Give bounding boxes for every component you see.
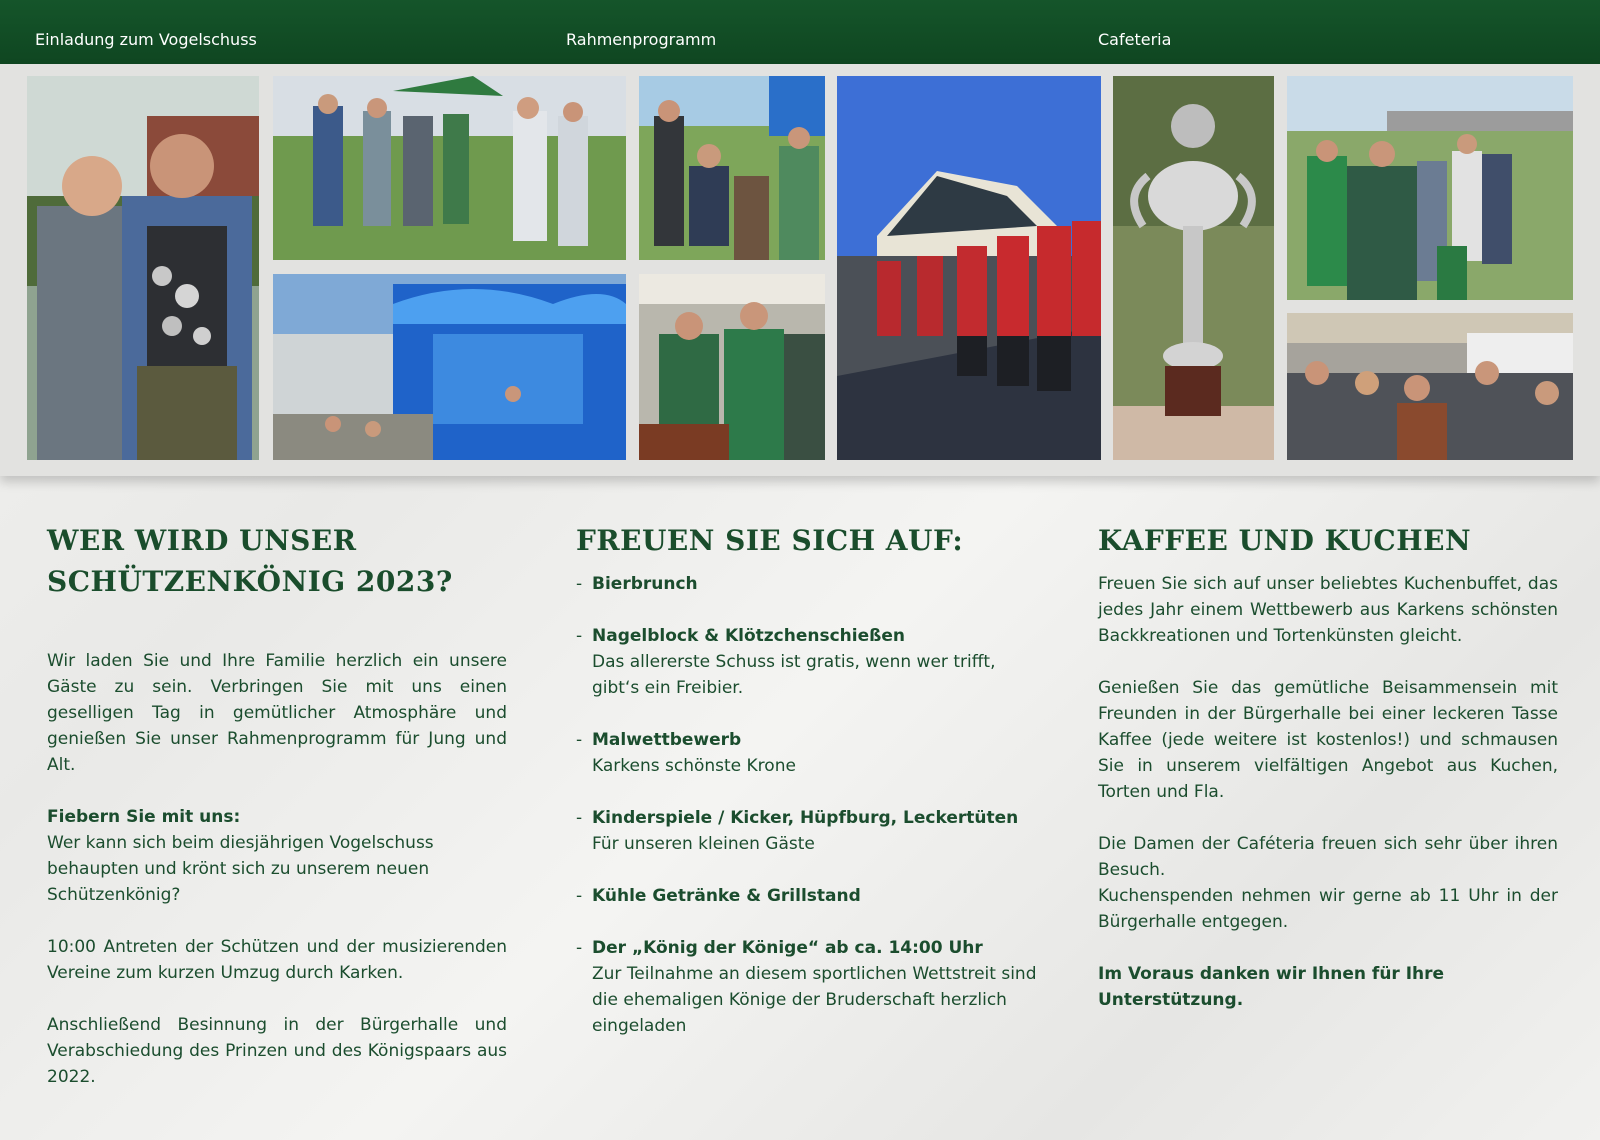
invitation-paragraph-2-text: Wer kann sich beim diesjährigen Vogelschuss behaupten und krönt sich zu unserem neuen Schützenkönig?: [47, 833, 434, 905]
photo-king-with-medals: [27, 76, 259, 460]
cafeteria-thanks-text: Im Voraus danken wir Ihnen für Ihre Unterstützung.: [1098, 964, 1445, 1010]
cafeteria-heading: KAFFEE UND KUCHEN: [1098, 524, 1472, 557]
program-item-title: Bierbrunch: [592, 574, 698, 594]
invitation-heading: [47, 520, 507, 602]
program-list: [576, 571, 1046, 1039]
invitation-paragraph-2-title: Fiebern Sie mit uns:: [47, 807, 241, 827]
program-item-desc: Karkens schönste Krone: [592, 756, 796, 776]
program-item: [576, 727, 1046, 779]
program-item-title: Malwettbewerb: [592, 730, 742, 750]
header-label-program: Rahmenprogramm: [566, 30, 717, 49]
program-item-desc: Zur Teilnahme an diesem sportlichen Wettstreit sind die ehemaligen Könige der Bruderschaft herzlich eingeladen: [592, 964, 1037, 1036]
program-heading: FREUEN SIE SICH AUF:: [576, 524, 964, 557]
photo-marching-band: [837, 76, 1101, 460]
program-item: [576, 571, 1046, 597]
photo-trophy-cup: [1113, 76, 1274, 460]
header-label-invitation: Einladung zum Vogelschuss: [35, 30, 257, 49]
photo-crowd-at-pavilion: [1287, 76, 1573, 300]
invitation-paragraph-4: Anschließend Besinnung in der Bürgerhalle und Verabschiedung des Prinzen und des Königspaars aus 2022.: [47, 1015, 507, 1087]
photo-bouncy-castle: [273, 274, 626, 460]
invitation-paragraph-2: [47, 804, 507, 908]
photo-strip: [0, 64, 1600, 476]
header-bar: [0, 0, 1600, 64]
photo-cafeteria-guests: [1287, 313, 1573, 460]
invitation-heading-line1: WER WIRD UNSER: [47, 524, 357, 557]
photo-nail-block-game: [639, 76, 825, 260]
column-cafeteria: [1098, 520, 1558, 1039]
column-invitation: [47, 520, 507, 1116]
program-item: [576, 883, 1046, 909]
program-item-title: Kühle Getränke & Grillstand: [592, 886, 861, 906]
cafeteria-paragraph-1: Freuen Sie sich auf unser beliebtes Kuchenbuffet, das jedes Jahr einem Wettbewerb aus Karkens schönsten Backkreationen und Tortenkünsten gleicht.: [1098, 574, 1558, 646]
program-item: [576, 805, 1046, 857]
header-label-cafeteria: Cafeteria: [1098, 30, 1172, 49]
program-item-title: Der „König der Könige“ ab ca. 14:00 Uhr: [592, 938, 983, 958]
cafeteria-paragraph-3a: Die Damen der Caféteria freuen sich sehr über ihren Besuch.: [1098, 834, 1558, 880]
cafeteria-thanks: [1098, 961, 1558, 1013]
list-dash: -: [576, 574, 583, 594]
photo-grill-station: [639, 274, 825, 460]
list-dash: -: [576, 808, 583, 828]
program-item-title: Kinderspiele / Kicker, Hüpfburg, Leckertüten: [592, 808, 1019, 828]
column-program: [576, 520, 1046, 1065]
invitation-paragraph-3: 10:00 Antreten der Schützen und der musizierenden Vereine zum kurzen Umzug durch Karken.: [47, 937, 507, 983]
cafeteria-paragraph-3b: Kuchenspenden nehmen wir gerne ab 11 Uhr in der Bürgerhalle entgegen.: [1098, 886, 1558, 932]
program-item: [576, 935, 1046, 1039]
list-dash: -: [576, 626, 583, 646]
list-dash: -: [576, 730, 583, 750]
list-dash: -: [576, 886, 583, 906]
program-item-desc: Für unseren kleinen Gäste: [592, 834, 815, 854]
photo-crowd-on-lawn: [273, 76, 626, 260]
list-dash: -: [576, 938, 583, 958]
program-item-desc: Das allererste Schuss ist gratis, wenn wer trifft, gibt‘s ein Freibier.: [592, 652, 996, 698]
invitation-heading-line2: SCHÜTZENKÖNIG 2023?: [47, 565, 453, 598]
program-item: [576, 623, 1046, 701]
invitation-paragraph-1: Wir laden Sie und Ihre Familie herzlich ein unsere Gäste zu sein. Verbringen Sie mit uns einen geselligen Tag in gemütlicher Atmosphäre und genießen Sie unser Rahmenprogramm für Jung und Alt.: [47, 651, 507, 775]
program-item-title: Nagelblock & Klötzchenschießen: [592, 626, 905, 646]
cafeteria-paragraph-2: Genießen Sie das gemütliche Beisammensein mit Freunden in der Bürgerhalle bei einer leckeren Tasse Kaffee (jede weitere ist kostenlos!) und schmausen Sie in unserem vielfältigen Angebot aus Kuchen, Torten und Fla.: [1098, 678, 1558, 802]
cafeteria-paragraph-3: [1098, 831, 1558, 935]
